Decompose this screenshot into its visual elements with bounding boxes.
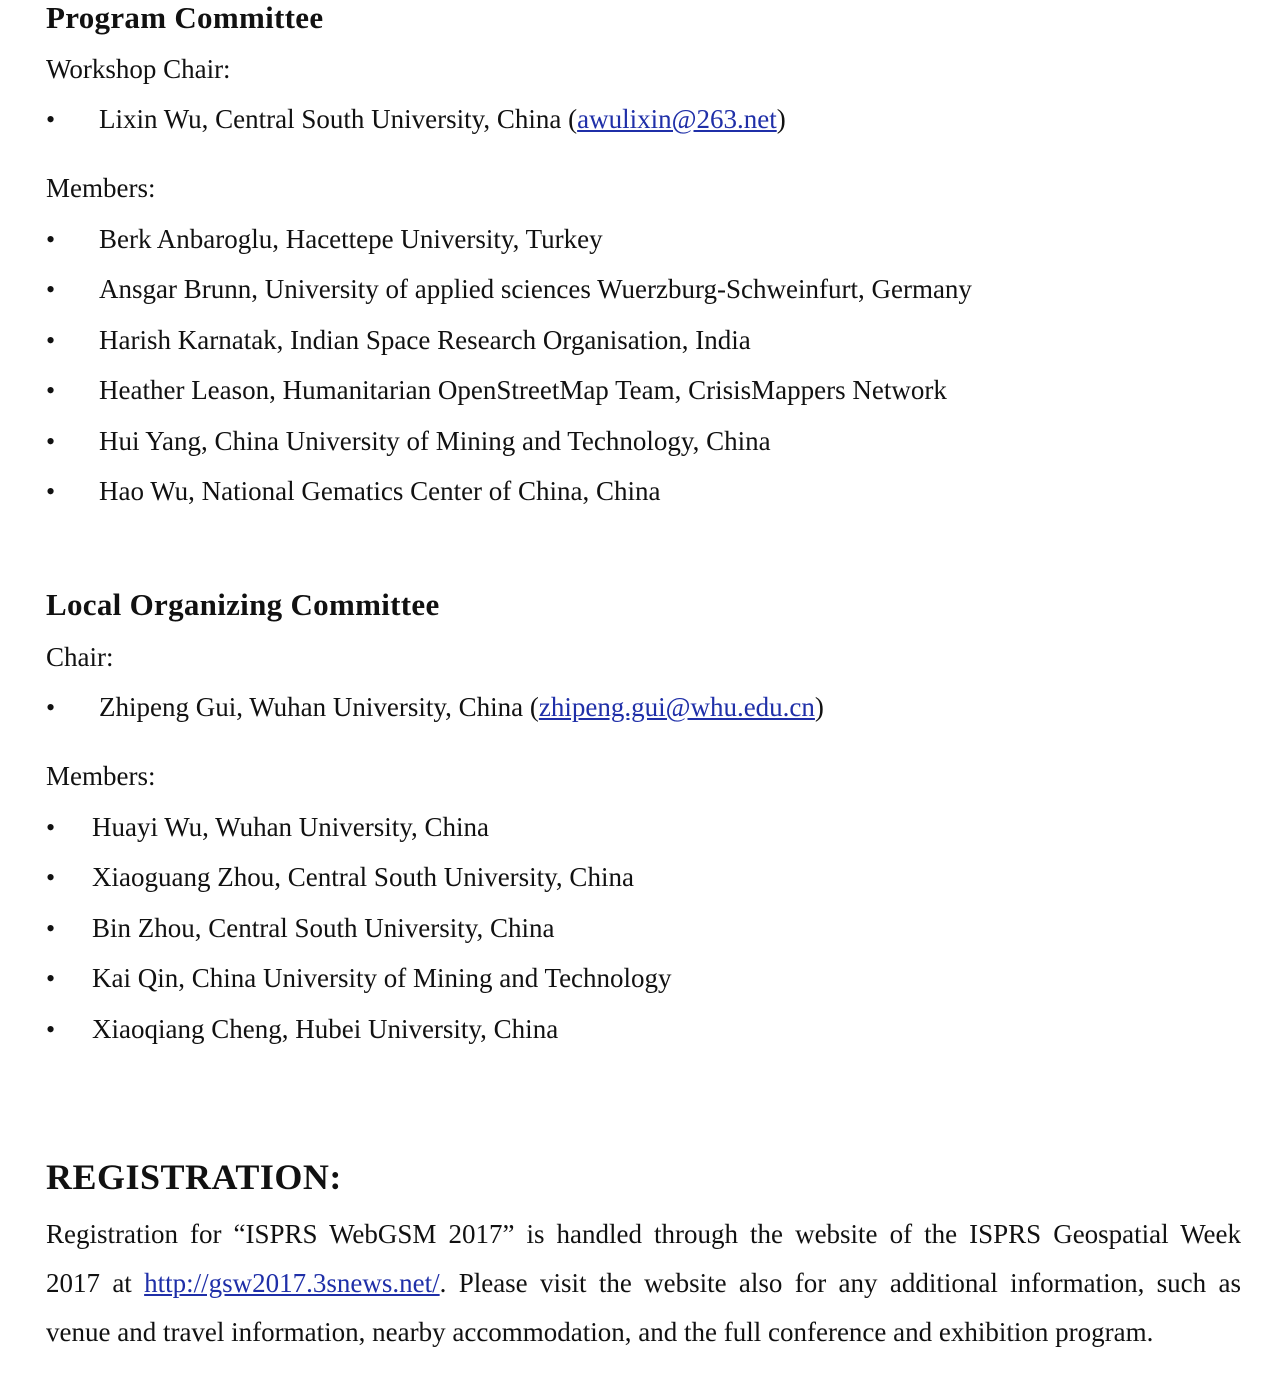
registration-line-2: [46, 1259, 1241, 1308]
line-2-prefix: 2017 at: [46, 1268, 145, 1298]
chair-close-paren: ): [814, 692, 824, 722]
chair-text: Lixin Wu, Central South University, China (: [99, 104, 578, 134]
bullet-icon: •: [46, 477, 56, 506]
workshop-chair-entry: [99, 104, 786, 135]
list-item: Ansgar Brunn, University of applied sciences Wuerzburg-Schweinfurt, Germany: [99, 274, 972, 304]
bullet-icon: •: [46, 1015, 56, 1044]
program-committee-heading: Program Committee: [46, 0, 324, 35]
chair-email-link[interactable]: zhipeng.gui@whu.edu.cn: [538, 692, 815, 722]
members-label: Members:: [46, 761, 156, 791]
bullet-icon: •: [46, 427, 56, 456]
bullet-icon: •: [46, 105, 56, 134]
chair-text: Zhipeng Gui, Wuhan University, China (: [99, 692, 539, 722]
registration-line-1: Registration for “ISPRS WebGSM 2017” is handled through the website of the ISPRS Geospatial Week: [46, 1219, 1241, 1249]
bullet-icon: •: [46, 914, 56, 943]
chair-email-link[interactable]: awulixin@263.net: [577, 104, 777, 134]
workshop-chair-label: Workshop Chair:: [46, 54, 231, 84]
bullet-icon: •: [46, 326, 56, 355]
registration-heading: REGISTRATION:: [46, 1157, 342, 1197]
local-committee-heading: Local Organizing Committee: [46, 587, 440, 622]
chair-label: Chair:: [46, 642, 114, 672]
list-item: Heather Leason, Humanitarian OpenStreetMap Team, CrisisMappers Network: [99, 375, 947, 405]
registration-paragraph: [46, 1210, 1241, 1357]
bullet-icon: •: [46, 376, 56, 405]
list-item: Berk Anbaroglu, Hacettepe University, Turkey: [99, 224, 603, 254]
list-item: Xiaoqiang Cheng, Hubei University, China: [92, 1014, 559, 1044]
line-2-suffix: . Please visit the website also for any additional information, such as: [439, 1268, 1241, 1298]
bullet-icon: •: [46, 693, 56, 722]
list-item: Hao Wu, National Gematics Center of China, China: [99, 476, 661, 506]
members-label: Members:: [46, 173, 156, 203]
website-link[interactable]: http://gsw2017.3snews.net/: [144, 1268, 440, 1298]
local-chair-entry: [99, 692, 824, 723]
bullet-icon: •: [46, 813, 56, 842]
list-item: Xiaoguang Zhou, Central South University, China: [92, 862, 634, 892]
bullet-icon: •: [46, 275, 56, 304]
registration-line-3: venue and travel information, nearby accommodation, and the full conference and exhibition program.: [46, 1317, 1154, 1347]
bullet-icon: •: [46, 964, 56, 993]
list-item: Bin Zhou, Central South University, China: [92, 913, 555, 943]
chair-close-paren: ): [776, 104, 786, 134]
bullet-icon: •: [46, 863, 56, 892]
bullet-icon: •: [46, 225, 56, 254]
list-item: Hui Yang, China University of Mining and Technology, China: [99, 426, 771, 456]
list-item: Harish Karnatak, Indian Space Research Organisation, India: [99, 325, 751, 355]
list-item: Kai Qin, China University of Mining and Technology: [92, 963, 672, 993]
list-item: Huayi Wu, Wuhan University, China: [92, 812, 490, 842]
